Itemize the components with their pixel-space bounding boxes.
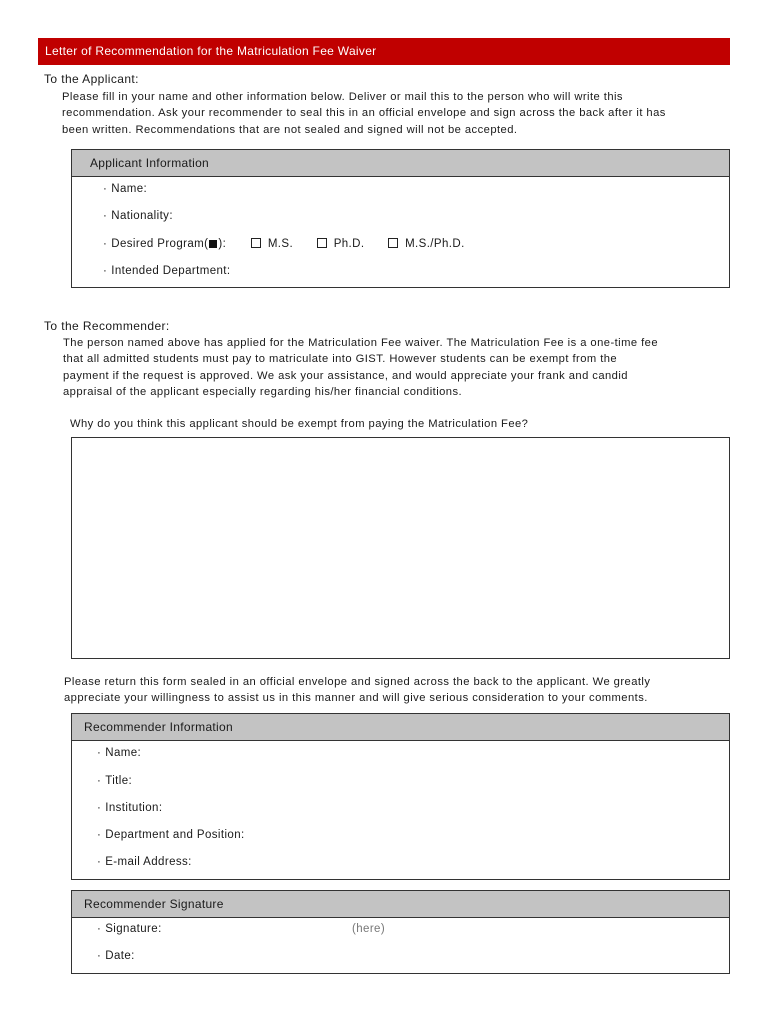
applicant-nationality-label: Nationality: (111, 210, 173, 222)
recommender-name-field[interactable] (97, 747, 141, 759)
return-note-line: Please return this form sealed in an official envelope and signed across the back to the applicant. We greatly (64, 676, 651, 688)
program-option-ms[interactable] (251, 238, 293, 250)
exemption-answer-box[interactable] (71, 437, 730, 659)
recommender-instructions-line: The person named above has applied for the Matriculation Fee waiver. The Matriculation Fee is a one-time fee (63, 337, 659, 349)
desired-program-label-prefix: Desired Program( (111, 238, 209, 250)
applicant-instructions-line: recommendation. Ask your recommender to seal this in an official envelope and sign across the back after it has (62, 107, 666, 120)
filled-square-icon (209, 240, 217, 248)
program-option-label: M.S. (267, 238, 294, 250)
applicant-section-heading: To the Applicant: (44, 72, 139, 86)
applicant-name-field[interactable] (103, 183, 147, 195)
bullet: · (103, 238, 108, 250)
recommender-dept-position-label: Department and Position: (105, 829, 245, 841)
bullet: · (103, 210, 108, 222)
program-option-label: M.S./Ph.D. (405, 238, 465, 250)
bullet: · (97, 747, 102, 759)
recommender-dept-position-field[interactable] (97, 829, 245, 841)
recommender-email-field[interactable] (97, 856, 192, 868)
return-note (64, 674, 744, 707)
applicant-info-box (71, 149, 730, 288)
program-option-phd[interactable] (317, 238, 365, 250)
form-title-banner (38, 38, 730, 65)
bullet: · (97, 923, 102, 935)
signature-field[interactable] (97, 923, 162, 935)
program-option-ms-phd[interactable] (388, 238, 465, 250)
recommender-title-field[interactable] (97, 775, 132, 787)
recommender-instructions-line: appraisal of the applicant especially regarding his/her financial conditions. (63, 385, 463, 398)
exemption-question: Why do you think this applicant should be exempt from paying the Matriculation Fee? (70, 418, 529, 430)
bullet: · (97, 829, 102, 841)
form-title: Letter of Recommendation for the Matriculation Fee Waiver (45, 44, 377, 58)
checkbox-icon[interactable] (251, 238, 261, 248)
program-option-label: Ph.D. (333, 238, 365, 250)
signature-label: Signature: (105, 923, 162, 935)
date-field[interactable] (97, 950, 135, 962)
recommender-instructions-line: that all admitted students must pay to matriculate into GIST. However students can be exempt from the (63, 353, 618, 366)
exemption-answer-text (72, 438, 729, 450)
desired-program-field (103, 238, 465, 250)
recommender-info-box (71, 713, 730, 880)
recommender-info-header: Recommender Information (72, 714, 729, 741)
recommender-email-label: E-mail Address: (105, 856, 192, 868)
bullet: · (103, 265, 108, 277)
applicant-instructions (62, 89, 742, 138)
recommender-title-label: Title: (105, 775, 133, 787)
recommender-section-heading: To the Recommender: (44, 319, 170, 333)
bullet: · (97, 856, 102, 868)
recommender-name-label: Name: (105, 747, 142, 759)
recommender-signature-box (71, 890, 730, 974)
applicant-instructions-line: Please fill in your name and other information below. Deliver or mail this to the person who will write this (62, 91, 623, 103)
recommender-instructions-line: payment if the request is approved. We ask your assistance, and would appreciate your frank and candid (63, 369, 628, 382)
date-label: Date: (105, 950, 135, 962)
applicant-name-label: Name: (111, 183, 148, 195)
bullet: · (97, 950, 102, 962)
return-note-line: appreciate your willingness to assist us in this manner and will give serious consideration to your comments. (64, 692, 648, 705)
intended-department-field[interactable] (103, 265, 230, 277)
recommender-signature-header: Recommender Signature (72, 891, 729, 918)
bullet: · (97, 775, 102, 787)
checkbox-icon[interactable] (388, 238, 398, 248)
bullet: · (103, 183, 108, 195)
recommender-institution-field[interactable] (97, 802, 162, 814)
bullet: · (97, 802, 102, 814)
recommender-instructions (63, 335, 743, 400)
checkbox-icon[interactable] (317, 238, 327, 248)
desired-program-label-suffix: ): (218, 238, 227, 250)
recommender-institution-label: Institution: (105, 802, 163, 814)
intended-department-label: Intended Department: (111, 265, 231, 277)
applicant-instructions-line: been written. Recommendations that are not sealed and signed will not be accepted. (62, 123, 518, 136)
applicant-info-header: Applicant Information (72, 150, 729, 177)
signature-hint: (here) (352, 923, 386, 935)
applicant-nationality-field[interactable] (103, 210, 173, 222)
